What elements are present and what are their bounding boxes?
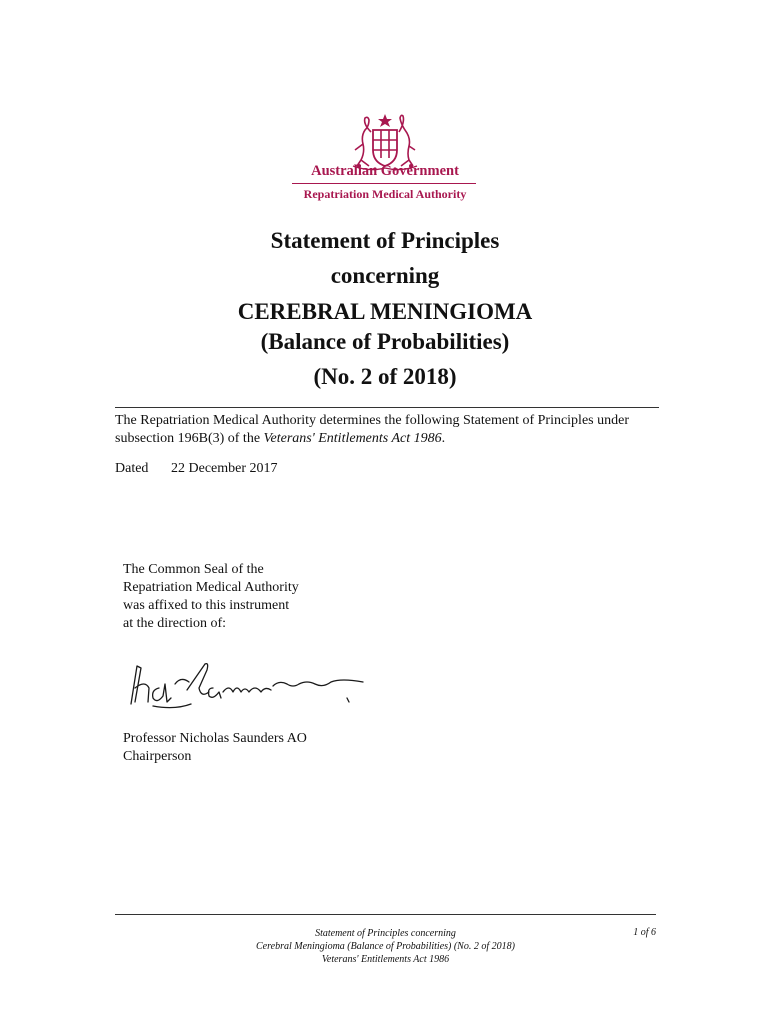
act-name: Veterans' Entitlements Act 1986 <box>263 431 442 446</box>
footer-line: Veterans' Entitlements Act 1986 <box>321 954 450 965</box>
signatory-name: Professor Nicholas Saunders AO <box>123 731 307 746</box>
title-divider <box>115 407 659 408</box>
signature-icon <box>115 658 375 710</box>
header-divider <box>292 183 476 184</box>
document-title: Statement of Principles <box>270 228 500 253</box>
signatory-block <box>123 730 423 766</box>
dated-value: 22 December 2017 <box>171 461 278 476</box>
title-concerning: concerning <box>330 263 440 288</box>
intro-text: The Repatriation Medical Authority determines the following Statement of Principles under subsection 196B(3) of the <box>115 413 629 446</box>
authority-name: Repatriation Medical Authority <box>303 187 467 201</box>
condition-name: CEREBRAL MENINGIOMA <box>237 299 533 324</box>
seal-line: The Common Seal of the <box>123 562 264 577</box>
standard-of-proof: (Balance of Probabilities) <box>260 329 510 354</box>
dated-line <box>115 460 278 478</box>
signatory-role: Chairperson <box>123 749 192 764</box>
dated-label: Dated <box>115 461 149 476</box>
page-number: 1 of 6 <box>633 927 656 938</box>
instrument-number: (No. 2 of 2018) <box>313 364 457 389</box>
seal-line: Repatriation Medical Authority <box>123 580 299 595</box>
seal-statement <box>123 561 423 633</box>
footer-line: Cerebral Meningioma (Balance of Probabilities) (No. 2 of 2018) <box>256 941 515 952</box>
footer-divider <box>115 914 656 915</box>
footer <box>115 927 656 966</box>
government-name: Australian Government <box>311 163 459 179</box>
seal-line: at the direction of: <box>123 616 227 631</box>
seal-line: was affixed to this instrument <box>123 598 290 613</box>
footer-line: Statement of Principles concerning <box>315 928 456 939</box>
intro-text-end: . <box>441 431 446 446</box>
intro-paragraph <box>115 412 675 448</box>
